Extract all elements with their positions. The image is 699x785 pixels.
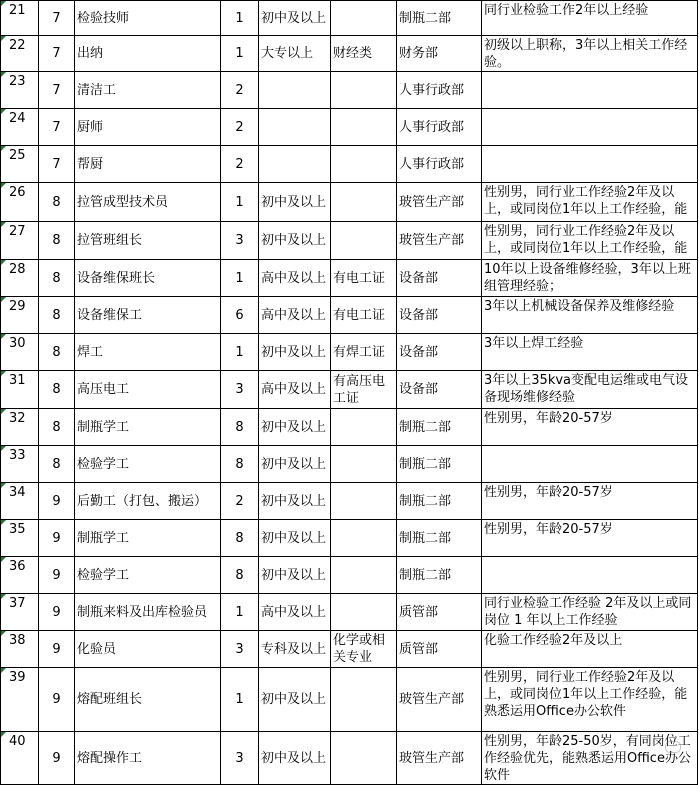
row-number-cell: 37 [1,594,39,631]
qualification-cell: 有高压电工证 [331,371,397,409]
group-number-cell: 9 [39,732,75,785]
table-row [1,520,698,557]
group-number-cell: 7 [39,72,75,109]
department-cell: 财务部 [397,36,482,72]
table-row [1,146,698,183]
group-number-cell: 9 [39,557,75,594]
table-row [1,109,698,146]
education-cell: 初中及以上 [259,520,331,557]
education-cell [259,109,331,146]
group-number-cell: 9 [39,668,75,732]
education-cell: 初中及以上 [259,409,331,446]
job-table-body [1,1,698,785]
job-title-cell: 熔配操作工 [75,732,221,785]
qualification-cell [331,72,397,109]
table-row [1,371,698,409]
table-row [1,334,698,371]
department-cell: 玻管生产部 [397,183,482,222]
group-number-cell: 9 [39,483,75,520]
requirements-cell: 同行业检验工作2年以上经验 [482,1,698,36]
group-number-cell: 8 [39,222,75,260]
row-number-cell: 40 [1,732,39,785]
group-number-cell: 7 [39,36,75,72]
headcount-cell: 2 [221,72,259,109]
job-title-cell: 拉管成型技术员 [75,183,221,222]
qualification-cell [331,183,397,222]
group-number-cell: 8 [39,334,75,371]
headcount-cell: 1 [221,668,259,732]
headcount-cell: 3 [221,631,259,668]
education-cell: 高中及以上 [259,260,331,297]
job-title-cell: 设备维保工 [75,297,221,334]
headcount-cell: 8 [221,557,259,594]
group-number-cell: 9 [39,520,75,557]
headcount-cell: 1 [221,334,259,371]
department-cell: 制瓶二部 [397,1,482,36]
job-title-cell: 制瓶学工 [75,520,221,557]
requirements-cell: 化验工作经验2年及以上 [482,631,698,668]
row-number-cell: 38 [1,631,39,668]
job-title-cell: 焊工 [75,334,221,371]
table-row [1,483,698,520]
department-cell: 制瓶二部 [397,446,482,483]
requirements-cell: 3年以上35kva变配电运维或电气设备现场维修经验 [482,371,698,409]
headcount-cell: 3 [221,222,259,260]
group-number-cell: 8 [39,297,75,334]
department-cell: 设备部 [397,334,482,371]
job-title-cell: 厨师 [75,109,221,146]
department-cell: 设备部 [397,371,482,409]
row-number-cell: 21 [1,1,39,36]
department-cell: 制瓶二部 [397,409,482,446]
headcount-cell: 1 [221,36,259,72]
requirements-cell [482,146,698,183]
row-number-cell: 30 [1,334,39,371]
education-cell: 初中及以上 [259,732,331,785]
row-number-cell: 35 [1,520,39,557]
headcount-cell: 6 [221,297,259,334]
qualification-cell [331,732,397,785]
headcount-cell: 8 [221,409,259,446]
row-number-cell: 29 [1,297,39,334]
education-cell: 高中及以上 [259,371,331,409]
education-cell: 初中及以上 [259,668,331,732]
requirements-cell: 性别男，年龄20-57岁 [482,409,698,446]
row-number-cell: 34 [1,483,39,520]
education-cell: 大专以上 [259,36,331,72]
group-number-cell: 9 [39,631,75,668]
group-number-cell: 8 [39,409,75,446]
headcount-cell: 8 [221,446,259,483]
group-number-cell: 8 [39,371,75,409]
qualification-cell [331,222,397,260]
job-title-cell: 设备维保班长 [75,260,221,297]
department-cell: 制瓶二部 [397,520,482,557]
requirements-cell: 同行业检验工作经验 2年及以上或同岗位 1 年以上工作经验 [482,594,698,631]
requirements-cell [482,557,698,594]
qualification-cell [331,520,397,557]
headcount-cell: 8 [221,520,259,557]
requirements-cell: 性别男，年龄20-57岁 [482,520,698,557]
qualification-cell: 有电工证 [331,260,397,297]
row-number-cell: 23 [1,72,39,109]
education-cell [259,72,331,109]
qualification-cell: 有焊工证 [331,334,397,371]
qualification-cell [331,483,397,520]
department-cell: 玻管生产部 [397,732,482,785]
row-number-cell: 31 [1,371,39,409]
education-cell: 初中及以上 [259,222,331,260]
education-cell: 高中及以上 [259,297,331,334]
table-row [1,631,698,668]
table-row [1,183,698,222]
headcount-cell: 1 [221,1,259,36]
group-number-cell: 8 [39,183,75,222]
requirements-cell: 10年以上设备维修经验，3年以上班组管理经验； [482,260,698,297]
requirements-cell [482,109,698,146]
department-cell: 质管部 [397,631,482,668]
headcount-cell: 1 [221,260,259,297]
department-cell: 人事行政部 [397,72,482,109]
qualification-cell [331,557,397,594]
education-cell [259,146,331,183]
department-cell: 设备部 [397,297,482,334]
job-title-cell: 拉管班组长 [75,222,221,260]
job-title-cell: 熔配班组长 [75,668,221,732]
requirements-cell: 性别男，年龄20-57岁 [482,483,698,520]
headcount-cell: 1 [221,183,259,222]
headcount-cell: 2 [221,483,259,520]
requirements-cell: 性别男，同行业工作经验2年及以上，或同岗位1年以上工作经验，能熟悉运用Office办公软件 [482,668,698,732]
group-number-cell: 8 [39,446,75,483]
requirements-cell: 性别男，同行业工作经验2年及以上，或同岗位1年以上工作经验，能 [482,183,698,222]
department-cell: 质管部 [397,594,482,631]
headcount-cell: 2 [221,109,259,146]
job-title-cell: 清洁工 [75,72,221,109]
table-row [1,72,698,109]
headcount-cell: 3 [221,732,259,785]
row-number-cell: 26 [1,183,39,222]
qualification-cell [331,446,397,483]
job-title-cell: 检验学工 [75,557,221,594]
headcount-cell: 1 [221,594,259,631]
qualification-cell [331,109,397,146]
job-title-cell: 制瓶学工 [75,409,221,446]
job-title-cell: 制瓶来料及出库检验员 [75,594,221,631]
table-row [1,260,698,297]
qualification-cell: 财经类 [331,36,397,72]
table-row [1,594,698,631]
headcount-cell: 2 [221,146,259,183]
group-number-cell: 7 [39,1,75,36]
education-cell: 初中及以上 [259,183,331,222]
table-row [1,409,698,446]
requirements-cell: 性别男，同行业工作经验2年及以上，或同岗位1年以上工作经验，能 [482,222,698,260]
requirements-cell: 性别男，年龄25-50岁，有同岗位工作经验优先，能熟悉运用Office办公软件 [482,732,698,785]
job-title-cell: 化验员 [75,631,221,668]
table-row [1,36,698,72]
department-cell: 人事行政部 [397,146,482,183]
table-row [1,557,698,594]
qualification-cell [331,668,397,732]
table-row [1,1,698,36]
education-cell: 初中及以上 [259,483,331,520]
qualification-cell: 有电工证 [331,297,397,334]
row-number-cell: 27 [1,222,39,260]
department-cell: 制瓶二部 [397,557,482,594]
group-number-cell: 7 [39,146,75,183]
row-number-cell: 22 [1,36,39,72]
requirements-cell [482,446,698,483]
row-number-cell: 24 [1,109,39,146]
job-title-cell: 出纳 [75,36,221,72]
row-number-cell: 39 [1,668,39,732]
table-row [1,222,698,260]
department-cell: 玻管生产部 [397,222,482,260]
education-cell: 专科及以上 [259,631,331,668]
row-number-cell: 28 [1,260,39,297]
requirements-cell [482,72,698,109]
department-cell: 设备部 [397,260,482,297]
row-number-cell: 33 [1,446,39,483]
qualification-cell [331,594,397,631]
education-cell: 初中及以上 [259,334,331,371]
table-row [1,446,698,483]
qualification-cell: 化学或相关专业 [331,631,397,668]
headcount-cell: 3 [221,371,259,409]
job-title-cell: 后勤工（打包、搬运） [75,483,221,520]
job-title-cell: 检验学工 [75,446,221,483]
qualification-cell [331,1,397,36]
education-cell: 初中及以上 [259,446,331,483]
qualification-cell [331,146,397,183]
requirements-cell: 3年以上焊工经验 [482,334,698,371]
requirements-cell: 初级以上职称，3年以上相关工作经验。 [482,36,698,72]
group-number-cell: 8 [39,260,75,297]
department-cell: 玻管生产部 [397,668,482,732]
department-cell: 人事行政部 [397,109,482,146]
job-title-cell: 帮厨 [75,146,221,183]
group-number-cell: 9 [39,594,75,631]
qualification-cell [331,409,397,446]
department-cell: 制瓶二部 [397,483,482,520]
job-title-cell: 检验技师 [75,1,221,36]
table-row [1,297,698,334]
row-number-cell: 36 [1,557,39,594]
table-row [1,668,698,732]
job-title-cell: 高压电工 [75,371,221,409]
education-cell: 初中及以上 [259,1,331,36]
row-number-cell: 32 [1,409,39,446]
education-cell: 初中及以上 [259,557,331,594]
education-cell: 高中及以上 [259,594,331,631]
requirements-cell: 3年以上机械设备保养及维修经验 [482,297,698,334]
table-row [1,732,698,785]
row-number-cell: 25 [1,146,39,183]
group-number-cell: 7 [39,109,75,146]
